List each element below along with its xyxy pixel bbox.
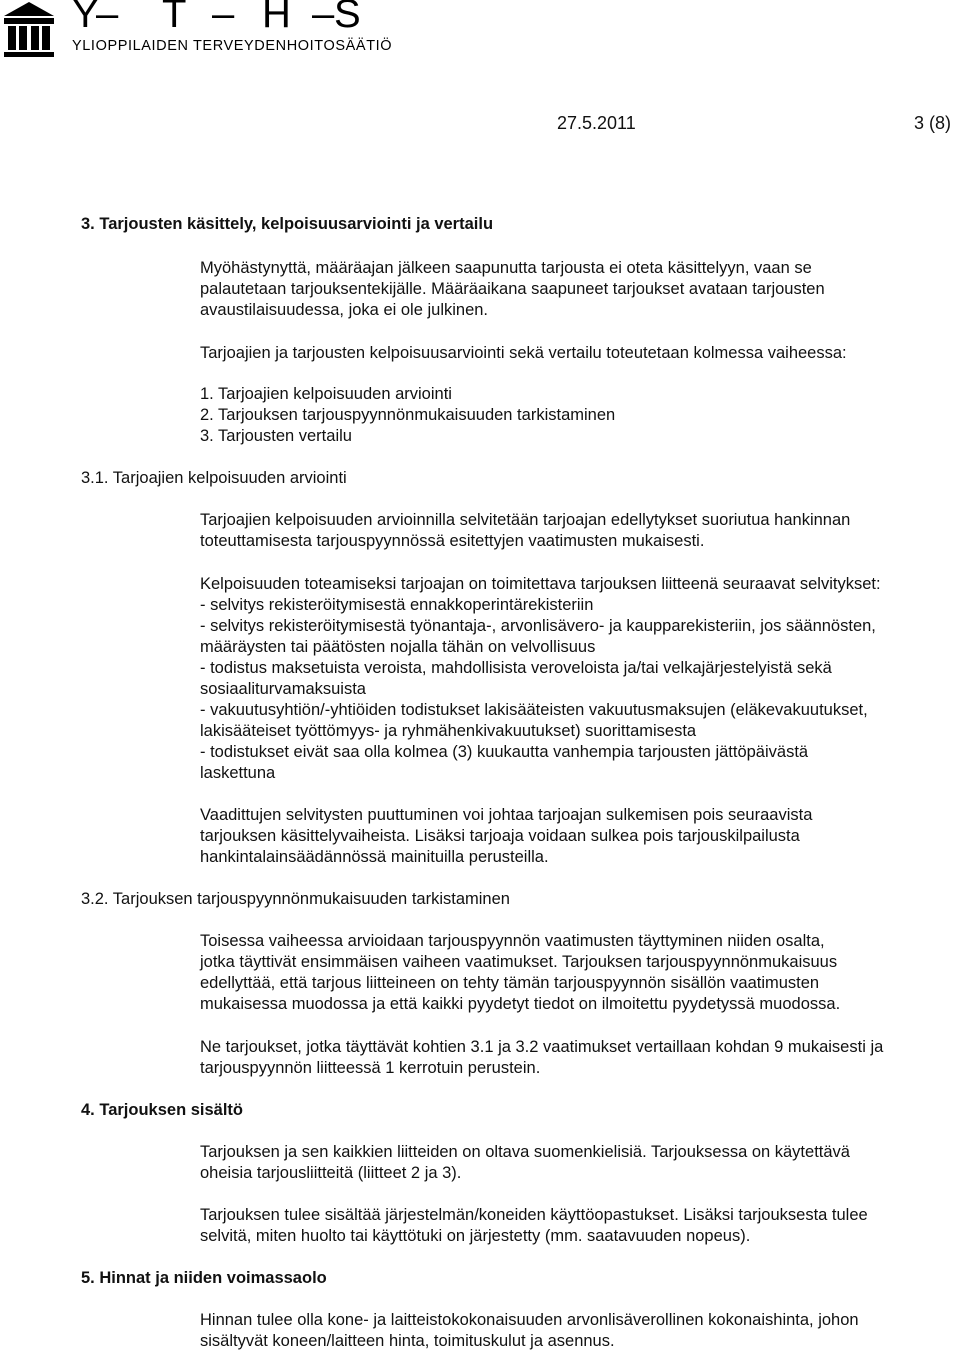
- text-line: Kelpoisuuden toteamiseksi tarjoajan on toimitettava tarjouksen liitteenä seuraavat selvitykset:: [200, 575, 881, 593]
- section-4-heading: 4. Tarjouksen sisältö: [81, 1101, 244, 1119]
- text-line: määräysten tai päätösten nojalla tähän on velvollisuus: [200, 638, 596, 656]
- section-4-para-2: [200, 1205, 868, 1247]
- text-line: laskettuna: [200, 764, 276, 782]
- text-line: Toisessa vaiheessa arvioidaan tarjouspyynnön vaatimusten täyttyminen niiden osalta,: [200, 932, 825, 950]
- logo-subtitle: YLIOPPILAIDEN TERVEYDENHOITOSÄÄTIÖ: [72, 38, 393, 54]
- text-line: Vaadittujen selvitysten puuttuminen voi johtaa tarjoajan sulkemisen pois seuraavista: [200, 806, 813, 824]
- text-line: Tarjouksen tulee sisältää järjestelmän/koneiden käyttöopastukset. Lisäksi tarjouksesta tulee: [200, 1206, 868, 1224]
- text-line: sosiaaliturvamaksuista: [200, 680, 366, 698]
- section-4-para-1: [200, 1142, 850, 1184]
- text-line: - vakuutusyhtiön/-yhtiöiden todistukset lakisääteisten vakuutusmaksujen (eläkevakuutukset,: [200, 701, 868, 719]
- text-line: Tarjoajien ja tarjousten kelpoisuusarviointi sekä vertailu toteutetaan kolmessa vaiheessa:: [200, 344, 847, 362]
- text-line: hankintalainsäädännössä mainituilla perusteilla.: [200, 848, 549, 866]
- logo-dash-1: –: [96, 0, 119, 36]
- text-line: palautetaan tarjouksentekijälle. Määräaikana saapuneet tarjoukset avataan tarjousten: [200, 280, 825, 298]
- document-date: 27.5.2011: [557, 113, 636, 133]
- text-line: oheisia tarjousliitteitä (liitteet 2 ja 3).: [200, 1164, 462, 1182]
- pillar-emblem-icon: [0, 0, 58, 58]
- text-line: toteuttamisesta tarjouspyynnössä esitettyjen vaatimusten mukaisesti.: [200, 532, 705, 550]
- logo-letter-t: T: [162, 0, 187, 36]
- section-3-para-1: [200, 258, 825, 321]
- list-item: 3. Tarjousten vertailu: [200, 427, 352, 445]
- text-line: lakisääteiset työttömyys- ja ryhmähenkivakuutukset) suorittamisesta: [200, 722, 697, 740]
- section-3-1-para-3: [200, 805, 812, 868]
- section-3-2-para-2: [200, 1037, 883, 1079]
- section-3-para-2: [200, 343, 847, 364]
- logo-letter-s: S: [334, 0, 361, 36]
- section-3-2-para-1: [200, 931, 840, 1015]
- text-line: - selvitys rekisteröitymisestä ennakkoperintärekisteriin: [200, 596, 594, 614]
- text-line: tarjouksen käsittelyvaiheista. Lisäksi tarjoaja voidaan sulkea pois tarjouskilpailusta: [200, 827, 800, 845]
- logo-dash-3: –: [312, 0, 335, 36]
- logo-letters: [72, 0, 362, 34]
- text-line: Myöhästynyttä, määräajan jälkeen saapunutta tarjousta ei oteta käsittelyyn, vaan se: [200, 259, 812, 277]
- list-item: 1. Tarjoajien kelpoisuuden arviointi: [200, 385, 452, 403]
- section-3-1-para-1: [200, 510, 850, 552]
- logo-letter-h: H: [262, 0, 291, 36]
- page-number: 3 (8): [914, 113, 952, 133]
- text-line: selvitä, miten huolto tai käyttötuki on järjestetty (mm. saatavuuden nopeus).: [200, 1227, 751, 1245]
- text-line: - todistukset eivät saa olla kolmea (3) kuukautta vanhempia tarjousten jättöpäivästä: [200, 743, 809, 761]
- text-line: Tarjoajien kelpoisuuden arvioinnilla selvitetään tarjoajan edellytykset suoriutua hankinnan: [200, 511, 851, 529]
- yths-logo: [0, 0, 393, 60]
- logo-dash-2: –: [212, 0, 235, 36]
- text-line: - selvitys rekisteröitymisestä työnantaja-, arvonlisävero- ja kaupparekisteriin, jos säännösten,: [200, 617, 876, 635]
- text-line: tarjouspyynnön liitteessä 1 kerrotuin perustein.: [200, 1059, 541, 1077]
- section-5-heading: 5. Hinnat ja niiden voimassaolo: [81, 1269, 327, 1287]
- list-item: 2. Tarjouksen tarjouspyynnönmukaisuuden tarkistaminen: [200, 406, 616, 424]
- section-5-para-1: [200, 1310, 859, 1352]
- text-line: jotka täyttivät ensimmäisen vaiheen vaatimukset. Tarjouksen tarjouspyynnönmukaisuus: [200, 953, 838, 971]
- phase-list: [200, 384, 615, 447]
- text-line: Ne tarjoukset, jotka täyttävät kohtien 3.1 ja 3.2 vaatimukset vertaillaan kohdan 9 mukaisesti ja: [200, 1038, 884, 1056]
- section-3-1-para-2: [200, 574, 881, 784]
- text-line: mukaisessa muodossa ja että kaikki pyydetyt tiedot on ilmoitettu pyydetyssä muodossa.: [200, 995, 841, 1013]
- section-3-2-heading: 3.2. Tarjouksen tarjouspyynnönmukaisuuden tarkistaminen: [81, 890, 510, 908]
- text-line: Tarjouksen ja sen kaikkien liitteiden on oltava suomenkielisiä. Tarjouksessa on käytettävä: [200, 1143, 850, 1161]
- text-line: Hinnan tulee olla kone- ja laitteistokokonaisuuden arvonlisäverollinen kokonaishinta, johon: [200, 1311, 859, 1329]
- logo-letter-y: Y: [72, 0, 99, 36]
- section-3-1-heading: 3.1. Tarjoajien kelpoisuuden arviointi: [81, 469, 347, 487]
- text-line: avaustilaisuudessa, joka ei ole julkinen.: [200, 301, 489, 319]
- text-line: edellyttää, että tarjous liitteineen on tehty tämän tarjouspyynnön sisällön vaatimusten: [200, 974, 820, 992]
- text-line: - todistus maksetuista veroista, mahdollisista veroveloista ja/tai velkajärjestelyistä sekä: [200, 659, 832, 677]
- text-line: sisältyvät koneen/laitteen hinta, toimituskulut ja asennus.: [200, 1332, 615, 1350]
- section-3-heading: 3. Tarjousten käsittely, kelpoisuusarviointi ja vertailu: [81, 215, 494, 233]
